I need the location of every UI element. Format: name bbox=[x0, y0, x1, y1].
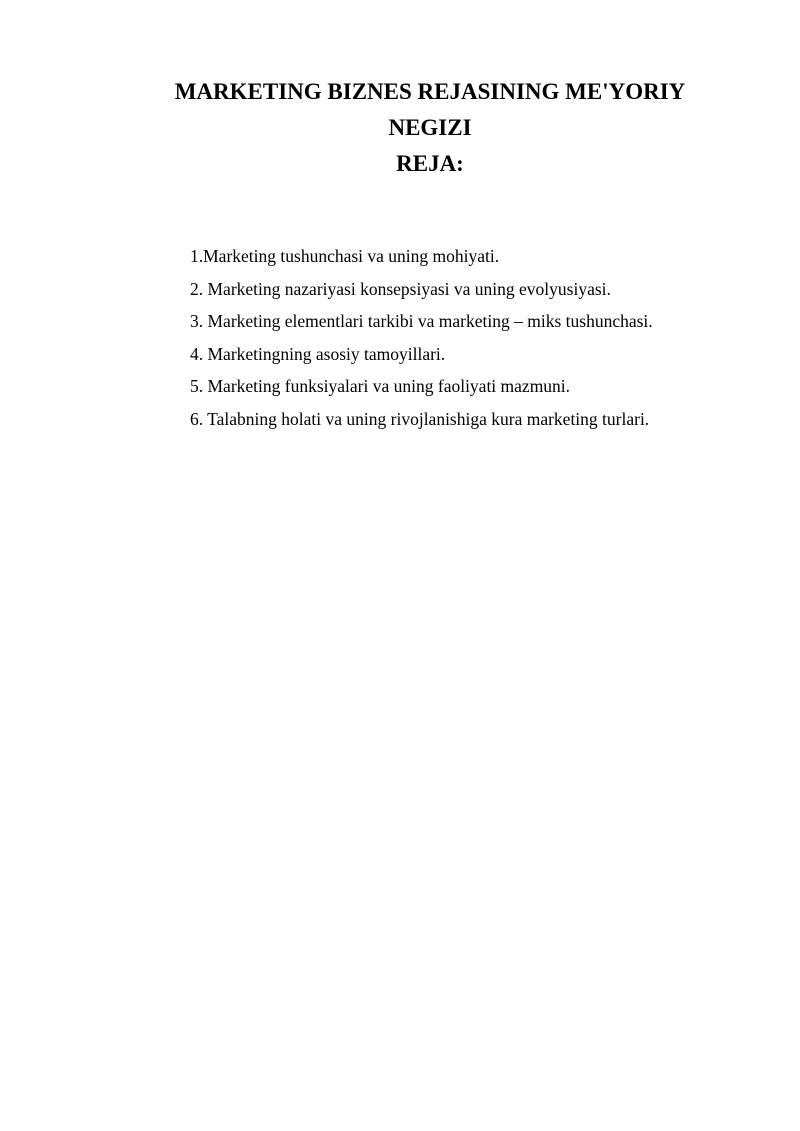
plan-item: 3. Marketing elementlari tarkibi va marketing – miks tushunchasi. bbox=[190, 311, 653, 331]
document-title-line-1: MARKETING BIZNES REJASINING ME'YORIY bbox=[174, 79, 686, 104]
plan-item: 4. Marketingning asosiy tamoyillari. bbox=[190, 343, 446, 364]
plan-heading: REJA: bbox=[396, 151, 464, 176]
plan-item: 6. Talabning holati va uning rivojlanishiga kura marketing turlari. bbox=[190, 408, 650, 429]
plan-list bbox=[190, 240, 653, 435]
document-title-line-2: NEGIZI bbox=[388, 115, 472, 140]
plan-item: 1.Marketing tushunchasi va uning mohiyati. bbox=[190, 246, 500, 266]
title-block bbox=[100, 74, 760, 182]
plan-item: 2. Marketing nazariyasi konsepsiyasi va uning evolyusiyasi. bbox=[190, 278, 611, 299]
plan-item: 5. Marketing funksiyalari va uning faoliyati mazmuni. bbox=[190, 376, 571, 396]
